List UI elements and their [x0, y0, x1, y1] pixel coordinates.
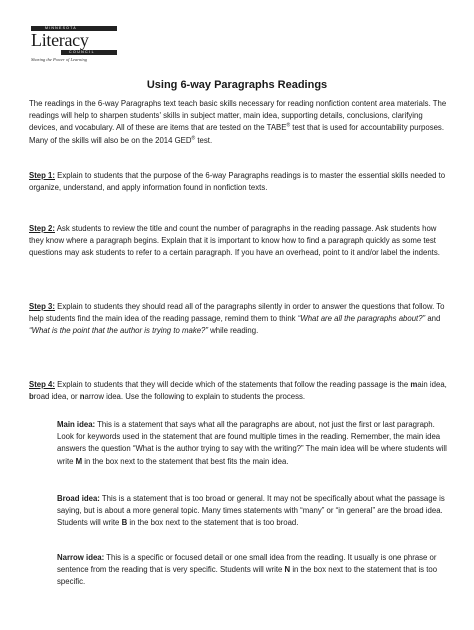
- main-idea-letter: M: [75, 456, 83, 466]
- step-1-paragraph: [29, 170, 453, 194]
- logo-bottom-text: COUNCIL: [69, 50, 95, 54]
- intro-paragraph: [29, 98, 453, 147]
- step-2-label: Step 2:: [29, 224, 55, 233]
- step-4-letter-n: n: [79, 392, 85, 402]
- step-2-paragraph: [29, 223, 453, 260]
- step-2-text: Ask students to review the title and count the number of paragraphs in the reading passage. Ask students how they know where a paragraph begins. Explain that it is important to know how to find a paragraph quickly as some test questions may ask students to refer to a certain paragraph. If you have an overhead, point to it and/or label the indents.: [29, 224, 440, 258]
- narrow-idea-letter: N: [284, 565, 291, 575]
- narrow-idea-text-b: in the box next to the statement that is too specific.: [57, 565, 438, 587]
- broad-idea-letter: B: [121, 518, 128, 528]
- step-3-text-a: Explain to students they should read all of the paragraphs silently in order to answer the questions that follow. To help students find the main idea of the reading passage, remind them to think: [29, 302, 445, 324]
- step-1-label: Step 1:: [29, 171, 55, 180]
- narrow-idea-paragraph: [57, 552, 453, 589]
- step-4-text-b: ain idea,: [417, 380, 447, 389]
- narrow-idea-label: Narrow idea:: [57, 553, 105, 562]
- step-4-paragraph: [29, 379, 453, 403]
- broad-idea-text-b: in the box next to the statement that is too broad.: [127, 518, 299, 528]
- step-3-question-2: “What is the point that the author is trying to make?”: [29, 326, 208, 336]
- main-idea-text-b: in the box next to the statement that best fits the main idea.: [82, 456, 289, 466]
- logo-tagline: Sharing the Power of Learning: [31, 57, 87, 62]
- main-idea-paragraph: [57, 419, 453, 468]
- trademark-mark: ®: [286, 122, 291, 129]
- main-idea-label: Main idea:: [57, 420, 96, 429]
- step-3-question-1: “What are all the paragraphs about?”: [297, 314, 426, 324]
- step-3-label: Step 3:: [29, 302, 55, 311]
- main-idea-text-a: This is a statement that says what all the paragraphs are about, not just the first or last paragraph. Look for keywords used in the statement that are found multiple times in the reading. Remember, the main idea answers the question “What is the author trying to say with the writing?” The main idea will be where students will write: [57, 420, 447, 466]
- step-3-text-b: and: [425, 314, 441, 324]
- intro-text-1: The readings in the 6-way Paragraphs text teach basic skills necessary for reading nonfiction content area materials. The readings will help to sharpen students' skills in subject matter, main idea, supporting details, conclusions, clarifying devices, and vocabulary. All of these are items that are tested on the TABE: [29, 99, 447, 133]
- narrow-idea-text-a: This is a specific or focused detail or one small idea from the reading. It usually is one phrase or sentence from the reading that is very specific. Students will write: [57, 553, 437, 575]
- step-4-text-d: arrow idea. Use the following to explain to students the process.: [84, 392, 306, 402]
- step-4-text-a: Explain to students that they will decide which of the statements that follow the reading passage is the: [55, 380, 411, 389]
- step-4-letter-m: m: [410, 380, 418, 389]
- intro-text-2: test that is used for accountability purposes. Many of the skills will also be on the 2014 GED: [29, 123, 444, 145]
- broad-idea-label: Broad idea:: [57, 494, 100, 503]
- logo-top-text: MINNESOTA: [45, 26, 77, 30]
- step-4-letter-b: b: [29, 392, 34, 402]
- logo-wordmark: Literacy: [31, 30, 89, 50]
- intro-text-3: test.: [195, 135, 213, 145]
- step-4-label: Step 4:: [29, 380, 55, 389]
- step-3-paragraph: [29, 301, 453, 338]
- page-title: Using 6-way Paragraphs Readings: [146, 79, 328, 91]
- step-1-text: Explain to students that the purpose of the 6-way Paragraphs readings is to master the essential skills needed to organize, understand, and apply information found in nonfiction texts.: [29, 171, 446, 193]
- broad-idea-paragraph: [57, 493, 453, 530]
- trademark-mark: ®: [191, 135, 196, 142]
- broad-idea-text-a: This is a statement that is too broad or general. It may not be specifically about what the passage is saying, but is about a more general topic. Many times statements with “many” or “in general” are the broad idea. Students will write: [57, 494, 445, 528]
- step-3-text-c: while reading.: [207, 326, 259, 336]
- step-4-text-c: road idea, or: [33, 392, 80, 402]
- literacy-council-logo: [31, 26, 117, 66]
